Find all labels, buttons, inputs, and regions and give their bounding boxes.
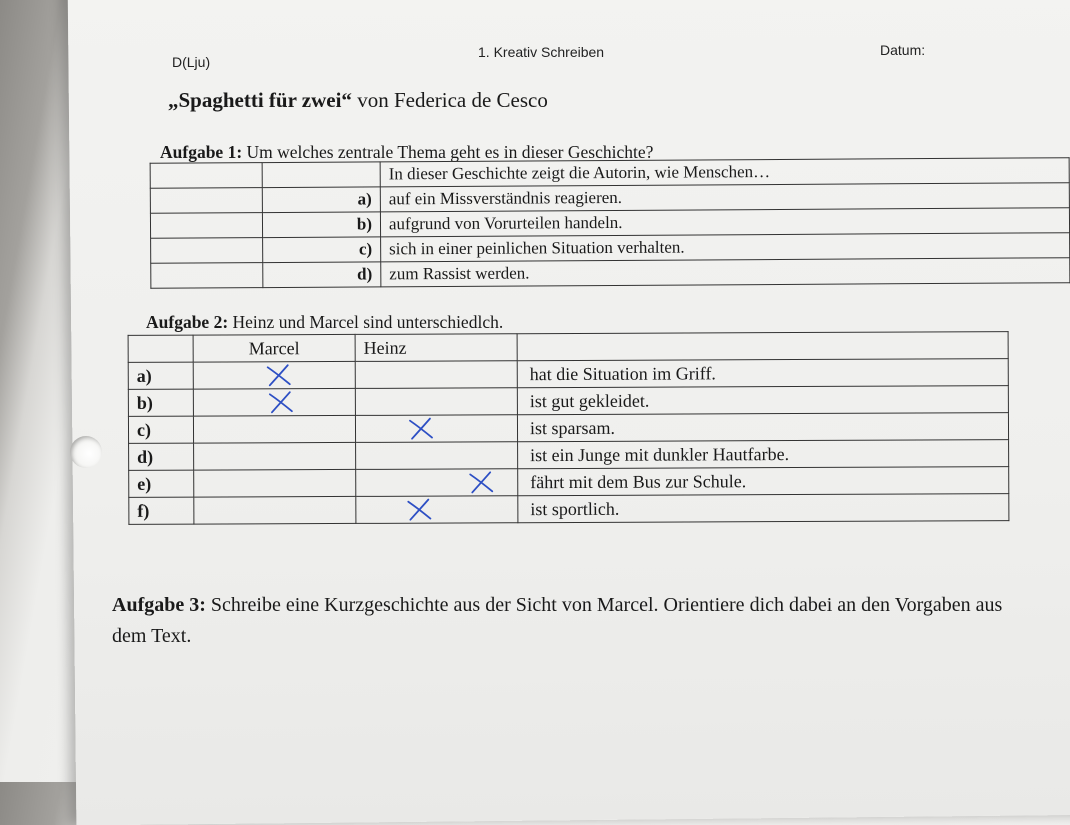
table-cell	[262, 162, 380, 188]
table-row	[129, 440, 1009, 471]
table-row	[151, 258, 1070, 289]
row-statement: ist gut gekleidet.	[517, 386, 1008, 415]
table-row	[128, 359, 1008, 390]
handwritten-cross-mark	[404, 497, 434, 523]
table-cell	[517, 332, 1008, 361]
row-letter: f)	[129, 497, 194, 524]
option-text: sich in einer peinlichen Situation verhalten.	[381, 233, 1070, 262]
option-text: auf ein Missverständnis reagieren.	[380, 183, 1069, 212]
checkbox-marcel[interactable]	[194, 496, 356, 524]
story-title-author: von Federica de Cesco	[351, 88, 548, 112]
task1-table	[150, 157, 1070, 289]
handwritten-cross-mark	[466, 469, 496, 495]
checkbox-heinz[interactable]	[356, 442, 518, 470]
row-statement: ist ein Junge mit dunkler Hautfarbe.	[518, 440, 1009, 469]
checkbox-heinz[interactable]	[356, 496, 518, 524]
date-label: Datum:	[880, 42, 926, 58]
row-statement: hat die Situation im Griff.	[517, 359, 1008, 388]
table-row	[128, 332, 1008, 363]
handwritten-cross-mark	[264, 362, 294, 388]
class-code: D(Lju)	[172, 54, 211, 70]
row-statement: ist sportlich.	[518, 494, 1009, 523]
punch-hole	[70, 436, 102, 468]
checkbox-heinz[interactable]	[355, 415, 517, 443]
option-text: aufgrund von Vorurteilen handeln.	[380, 208, 1069, 237]
task1-label: Aufgabe 1:	[160, 142, 243, 162]
table-row	[128, 386, 1008, 417]
row-letter: e)	[129, 470, 194, 497]
checkbox-heinz[interactable]	[356, 469, 518, 497]
task2-question: Heinz und Marcel sind unterschiedlch.	[228, 312, 504, 332]
task3-paragraph	[112, 590, 1032, 652]
column-header-marcel: Marcel	[193, 334, 355, 362]
answer-box-d[interactable]	[151, 263, 263, 289]
story-title-quote: „Spaghetti für zwei“	[168, 88, 352, 112]
table-row	[129, 494, 1009, 525]
task2-heading	[146, 312, 503, 333]
table-row	[128, 413, 1008, 444]
section-title: 1. Kreativ Schreiben	[478, 44, 605, 60]
checkbox-marcel[interactable]	[194, 469, 356, 497]
task3-label: Aufgabe 3:	[112, 594, 206, 616]
option-letter: c)	[263, 237, 381, 263]
task1-intro: In dieser Geschichte zeigt die Autorin, wie Menschen…	[380, 158, 1069, 187]
task2-label: Aufgabe 2:	[146, 312, 229, 332]
checkbox-marcel[interactable]	[193, 361, 355, 389]
checkbox-marcel[interactable]	[193, 388, 355, 416]
row-statement: fährt mit dem Bus zur Schule.	[518, 467, 1009, 496]
table-cell	[128, 335, 193, 362]
story-title	[168, 88, 548, 113]
option-text: zum Rassist werden.	[381, 258, 1070, 287]
checkbox-heinz[interactable]	[355, 361, 517, 389]
task1-question: Um welches zentrale Thema geht es in dieser Geschichte?	[242, 142, 654, 162]
checkbox-marcel[interactable]	[194, 442, 356, 470]
row-letter: d)	[129, 443, 194, 470]
handwritten-cross-mark	[406, 416, 436, 442]
table-cell	[150, 163, 262, 189]
handwritten-cross-mark	[266, 389, 296, 415]
row-statement: ist sparsam.	[517, 413, 1008, 442]
answer-box-c[interactable]	[151, 238, 263, 264]
option-letter: a)	[263, 187, 381, 213]
answer-box-b[interactable]	[150, 213, 262, 239]
option-letter: b)	[263, 212, 381, 238]
task3-text: Schreibe eine Kurzgeschichte aus der Sicht von Marcel. Orientiere dich dabei an den Vorgaben aus dem Text.	[112, 594, 1003, 647]
answer-box-a[interactable]	[150, 188, 262, 214]
checkbox-heinz[interactable]	[355, 388, 517, 416]
table-row	[129, 467, 1009, 498]
option-letter: d)	[263, 262, 381, 288]
checkbox-marcel[interactable]	[193, 415, 355, 443]
row-letter: b)	[128, 389, 193, 416]
task2-table	[128, 331, 1010, 525]
row-letter: a)	[128, 362, 193, 389]
column-header-heinz: Heinz	[355, 334, 517, 362]
row-letter: c)	[128, 416, 193, 443]
